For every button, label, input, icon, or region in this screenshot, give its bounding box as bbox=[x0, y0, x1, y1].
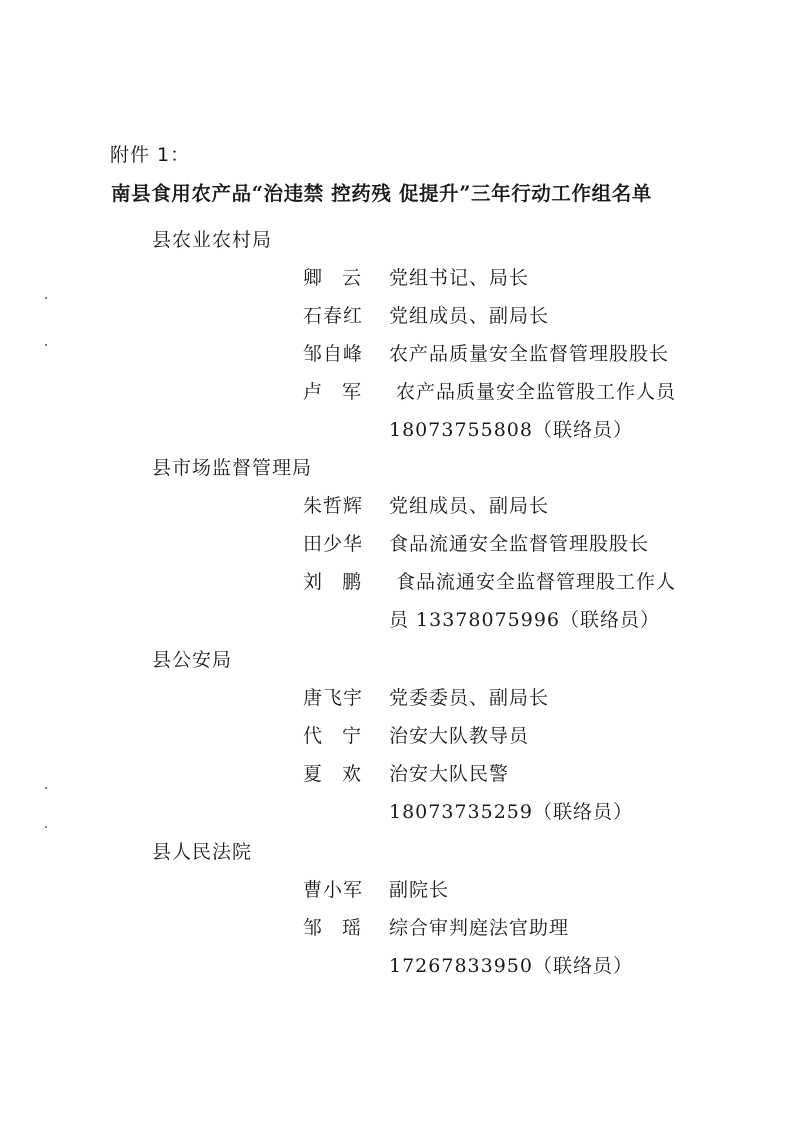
member-role: 党委委员、副局长 bbox=[389, 687, 550, 709]
member-role: 党组书记、局长 bbox=[389, 267, 530, 289]
member-role: 食品流通安全监督管理股股长 bbox=[389, 533, 650, 555]
member-role: 食品流通安全监督管理股工作人 bbox=[396, 571, 677, 593]
member-name: 石春红 bbox=[303, 305, 364, 327]
member-role: 治安大队教导员 bbox=[389, 725, 530, 747]
member-role: 治安大队民警 bbox=[389, 763, 510, 785]
attachment-label: 附件 1： bbox=[110, 144, 191, 166]
member-role: 综合审判庭法官助理 bbox=[389, 917, 570, 939]
page-title: 南县食用农产品“治违禁 控药残 促提升”三年行动工作组名单 bbox=[111, 182, 652, 205]
liaison-contact: 员 13378075996（联络员） bbox=[389, 609, 661, 631]
scan-speck bbox=[45, 826, 47, 828]
liaison-contact: 17267833950（联络员） bbox=[389, 955, 633, 977]
member-name: 唐飞宇 bbox=[303, 687, 364, 709]
scan-speck bbox=[45, 344, 47, 346]
member-name: 夏欢 bbox=[303, 763, 382, 785]
member-name: 卢军 bbox=[303, 381, 382, 403]
member-name: 代宁 bbox=[303, 725, 382, 747]
member-name: 朱哲辉 bbox=[303, 495, 364, 517]
member-role: 党组成员、副局长 bbox=[389, 305, 550, 327]
liaison-contact: 18073755808（联络员） bbox=[389, 419, 633, 441]
department-heading: 县农业农村局 bbox=[152, 229, 273, 251]
member-role: 党组成员、副局长 bbox=[389, 495, 550, 517]
member-role: 农产品质量安全监管股工作人员 bbox=[396, 381, 677, 403]
member-role: 农产品质量安全监督管理股股长 bbox=[389, 343, 670, 365]
member-role: 副院长 bbox=[389, 879, 450, 901]
department-heading: 县人民法院 bbox=[152, 841, 253, 863]
member-name: 田少华 bbox=[303, 533, 364, 555]
scan-speck bbox=[45, 297, 47, 299]
member-name: 刘鹏 bbox=[303, 571, 382, 593]
member-name: 邹自峰 bbox=[303, 343, 364, 365]
member-name: 曹小军 bbox=[303, 879, 364, 901]
liaison-contact: 18073735259（联络员） bbox=[389, 801, 633, 823]
member-name: 卿云 bbox=[303, 267, 382, 289]
scan-speck bbox=[45, 787, 47, 789]
member-name: 邹瑶 bbox=[303, 917, 382, 939]
department-heading: 县公安局 bbox=[152, 649, 233, 671]
department-heading: 县市场监督管理局 bbox=[152, 457, 313, 479]
